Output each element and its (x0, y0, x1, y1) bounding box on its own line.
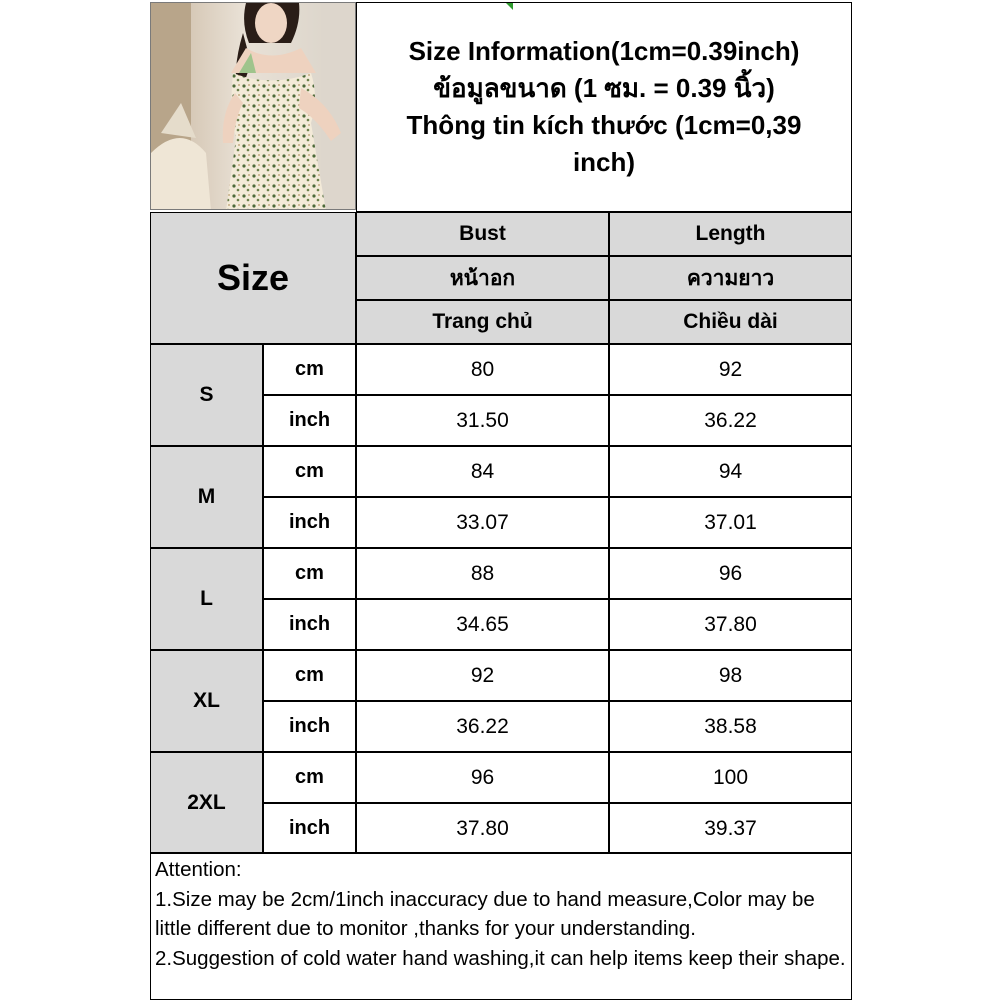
unit-cell-inch: inch (263, 395, 356, 446)
length-label-en: Length (695, 222, 766, 245)
length-label-vi: Chiều dài (683, 310, 778, 333)
title-line-th: ข้อมูลขนาด (1 ซม. = 0.39 นิ้ว) (433, 73, 775, 103)
size-header-label: Size (216, 257, 290, 298)
length-cm-value: 98 (609, 650, 852, 701)
bust-cm-value: 84 (356, 446, 609, 497)
length-cm-value: 92 (609, 344, 852, 395)
size-header-cell (150, 212, 356, 344)
bust-inch-value: 31.50 (356, 395, 609, 446)
length-cm-value: 94 (609, 446, 852, 497)
bust-cm-value: 88 (356, 548, 609, 599)
bust-cm-value: 92 (356, 650, 609, 701)
length-inch-value: 36.22 (609, 395, 852, 446)
length-header-th (609, 256, 852, 300)
unit-cell-inch: inch (263, 701, 356, 752)
bust-header-th (356, 256, 609, 300)
unit-cell-cm: cm (263, 650, 356, 701)
length-header-en (609, 212, 852, 256)
unit-cell-cm: cm (263, 548, 356, 599)
unit-cell-inch: inch (263, 599, 356, 650)
size-cell-2xl (150, 752, 263, 854)
notes-heading: Attention: (155, 858, 242, 881)
size-cell-m (150, 446, 263, 548)
bust-inch-value: 37.80 (356, 803, 609, 854)
bust-inch-value: 36.22 (356, 701, 609, 752)
size-cell-s (150, 344, 263, 446)
length-inch-value: 37.01 (609, 497, 852, 548)
model-photo (150, 2, 356, 210)
size-label: 2XL (187, 791, 226, 814)
bust-label-th: หน้าอก (449, 266, 516, 290)
bust-header-vi (356, 300, 609, 344)
bust-label-vi: Trang chủ (432, 310, 533, 333)
notes-item-1: 1.Size may be 2cm/1inch inaccuracy due to hand measure,Color may be little different due to monitor ,thanks for your understanding. (155, 887, 815, 940)
model-photo-drawing (151, 3, 356, 210)
length-inch-value: 37.80 (609, 599, 852, 650)
title-line-vi: Thông tin kích thước (1cm=0,39 (406, 110, 802, 140)
bust-inch-value: 34.65 (356, 599, 609, 650)
unit-cell-inch: inch (263, 497, 356, 548)
length-cm-value: 100 (609, 752, 852, 803)
length-inch-value: 39.37 (609, 803, 852, 854)
unit-cell-inch: inch (263, 803, 356, 854)
bust-header-en (356, 212, 609, 256)
bust-cm-value: 96 (356, 752, 609, 803)
bust-inch-value: 33.07 (356, 497, 609, 548)
size-cell-l (150, 548, 263, 650)
title-line-vi-cont: inch) (572, 147, 636, 177)
title-line-en: Size Information(1cm=0.39inch) (408, 36, 800, 66)
size-cell-xl (150, 650, 263, 752)
unit-cell-cm: cm (263, 752, 356, 803)
size-chart (150, 2, 852, 1000)
size-label: M (197, 485, 216, 508)
size-label: L (200, 587, 213, 610)
attention-notes (150, 852, 852, 1000)
length-inch-value: 38.58 (609, 701, 852, 752)
bust-cm-value: 80 (356, 344, 609, 395)
unit-cell-cm: cm (263, 446, 356, 497)
bust-label-en: Bust (459, 222, 506, 245)
length-label-th: ความยาว (686, 266, 775, 290)
length-header-vi (609, 300, 852, 344)
size-label: S (199, 383, 214, 406)
size-label: XL (193, 689, 220, 712)
notes-item-2: 2.Suggestion of cold water hand washing,it can help items keep their shape. (155, 946, 846, 970)
size-information-title (356, 2, 852, 212)
length-cm-value: 96 (609, 548, 852, 599)
unit-cell-cm: cm (263, 344, 356, 395)
